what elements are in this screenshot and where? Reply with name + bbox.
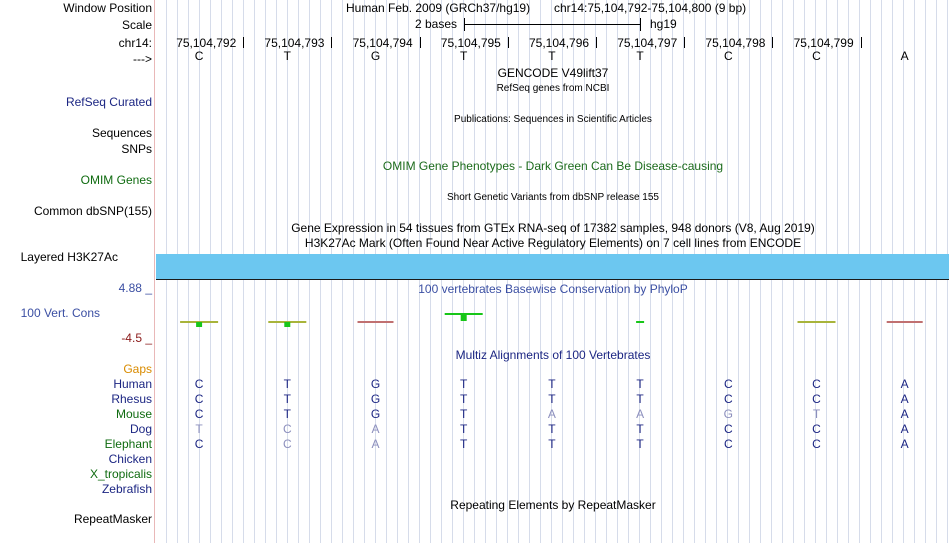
alignment-base: T <box>283 407 291 421</box>
alignment-base: C <box>723 422 733 436</box>
layered-h3k27ac-label[interactable]: Layered H3K27Ac <box>20 250 118 264</box>
alignment-base: T <box>636 377 644 391</box>
dna-base: C <box>812 49 821 63</box>
alignment-base: C <box>194 407 204 421</box>
phylop-mark <box>636 321 644 323</box>
publications-title[interactable]: Publications: Sequences in Scientific Articles <box>454 114 652 125</box>
gencode-title[interactable]: GENCODE V49lift37 <box>497 66 609 80</box>
snps-label[interactable]: SNPs <box>121 142 152 156</box>
phylop-mark <box>358 321 394 323</box>
alignment-base: T <box>195 422 203 436</box>
gaps-label[interactable]: Gaps <box>123 362 152 376</box>
ruler-position-label: 75,104,795 <box>440 36 501 50</box>
alignment-base: T <box>283 377 291 391</box>
dna-base: G <box>370 49 381 63</box>
phylop-mark <box>887 321 923 323</box>
alignment-base: C <box>812 377 821 391</box>
alignment-base: G <box>370 407 381 421</box>
scale-text: 2 bases <box>415 17 458 31</box>
ruler-position-label: 75,104,799 <box>793 36 854 50</box>
alignment-base: C <box>723 392 733 406</box>
species-label[interactable]: Dog <box>129 422 152 436</box>
multiz-title[interactable]: Multiz Alignments of 100 Vertebrates <box>455 348 651 362</box>
alignment-base: C <box>812 392 821 406</box>
alignment-base: T <box>548 437 556 451</box>
alignment-base: T <box>460 377 468 391</box>
refseq-curated-label[interactable]: RefSeq Curated <box>65 95 152 109</box>
alignment-base: A <box>900 422 909 436</box>
phylop-mark <box>196 322 202 327</box>
dbsnp-title[interactable]: Short Genetic Variants from dbSNP release 155 <box>447 192 659 203</box>
dna-base: T <box>548 49 556 63</box>
repeatmasker-label[interactable]: RepeatMasker <box>73 512 152 526</box>
alignment-base: T <box>460 422 468 436</box>
ruler-position-label: 75,104,798 <box>705 36 766 50</box>
alignment-base: T <box>548 422 556 436</box>
alignment-base: T <box>636 422 644 436</box>
ruler-position-label: 75,104,797 <box>617 36 678 50</box>
assembly-text: Human Feb. 2009 (GRCh37/hg19) <box>346 1 531 15</box>
species-label[interactable]: Elephant <box>104 437 152 451</box>
dna-base: C <box>723 49 733 63</box>
window-position-label: Window Position <box>63 1 152 15</box>
scale-db: hg19 <box>650 17 677 31</box>
alignment-base: C <box>194 392 204 406</box>
vert-cons-label[interactable]: 100 Vert. Cons <box>20 306 100 320</box>
alignment-base: A <box>900 407 909 421</box>
alignment-base: C <box>194 377 204 391</box>
species-label[interactable]: Zebrafish <box>101 482 152 496</box>
alignment-base: T <box>548 392 556 406</box>
alignment-base: T <box>812 407 821 421</box>
chrom-label: chr14: <box>118 36 152 50</box>
alignment-base: T <box>636 437 644 451</box>
gtex-title[interactable]: Gene Expression in 54 tissues from GTEx RNA-seq of 17382 samples, 948 donors (V8, Aug 2019) <box>291 221 815 235</box>
ruler-position-label: 75,104,792 <box>176 36 237 50</box>
alignment-base: C <box>812 437 821 451</box>
alignment-base: G <box>370 377 381 391</box>
alignment-base: A <box>900 377 909 391</box>
alignment-base: A <box>371 437 380 451</box>
h3k27ac-title[interactable]: H3K27Ac Mark (Often Found Near Active Regulatory Elements) on 7 cell lines from ENCODE <box>304 236 802 250</box>
position-text: chr14:75,104,792-75,104,800 (9 bp) <box>554 1 747 15</box>
sequences-label[interactable]: Sequences <box>91 126 152 140</box>
common-dbsnp-label[interactable]: Common dbSNP(155) <box>33 204 152 218</box>
alignment-base: A <box>900 392 909 406</box>
species-label[interactable]: Rhesus <box>111 392 152 406</box>
dna-base: T <box>460 49 468 63</box>
alignment-base: T <box>548 377 556 391</box>
alignment-base: T <box>460 437 468 451</box>
phylop-mark <box>284 322 290 327</box>
alignment-base: C <box>282 437 292 451</box>
alignment-base: A <box>371 422 380 436</box>
alignment-base: C <box>723 377 733 391</box>
alignment-base: T <box>283 392 291 406</box>
phylop-mark <box>798 321 836 323</box>
omim-title[interactable]: OMIM Gene Phenotypes - Dark Green Can Be Disease-causing <box>382 159 724 173</box>
ruler-position-label: 75,104,794 <box>352 36 413 50</box>
dna-base: C <box>194 49 204 63</box>
alignment-base: T <box>460 407 468 421</box>
species-label[interactable]: Chicken <box>108 452 152 466</box>
scale-label: Scale <box>121 18 152 32</box>
species-label[interactable]: Mouse <box>115 407 152 421</box>
alignment-base: C <box>282 422 292 436</box>
strand-label: ---> <box>133 52 152 66</box>
refseq-title[interactable]: RefSeq genes from NCBI <box>496 83 610 94</box>
dna-base: A <box>900 49 909 63</box>
alignment-base: G <box>723 407 733 421</box>
cons-max-label: 4.88 _ <box>118 281 152 295</box>
alignment-base: A <box>636 407 645 421</box>
omim-genes-label[interactable]: OMIM Genes <box>80 173 152 187</box>
cons-min-label: -4.5 _ <box>121 331 152 345</box>
ruler-position-label: 75,104,796 <box>529 36 590 50</box>
ruler-position-label: 75,104,793 <box>264 36 325 50</box>
alignment-base: A <box>900 437 909 451</box>
alignment-base: T <box>636 392 644 406</box>
alignment-base: C <box>812 422 821 436</box>
alignment-base: C <box>194 437 204 451</box>
alignment-base: T <box>460 392 468 406</box>
species-label[interactable]: X_tropicalis <box>89 467 152 481</box>
species-label[interactable]: Human <box>113 377 152 391</box>
phylop-mark <box>461 314 467 321</box>
dna-base: T <box>636 49 644 63</box>
dna-base: T <box>283 49 291 63</box>
alignment-base: A <box>547 407 556 421</box>
alignment-base: C <box>723 437 733 451</box>
phylop-title[interactable]: 100 vertebrates Basewise Conservation by PhyloP <box>418 282 688 296</box>
alignment-base: G <box>370 392 381 406</box>
repeatmasker-title[interactable]: Repeating Elements by RepeatMasker <box>450 498 656 512</box>
